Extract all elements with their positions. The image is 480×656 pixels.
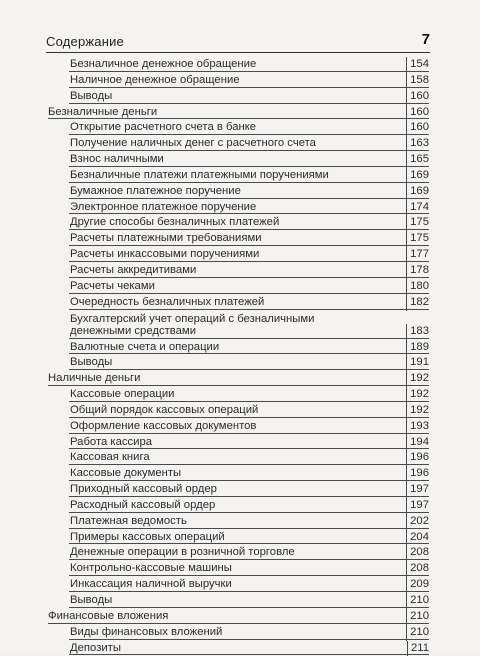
toc-entry-page: 182 <box>406 295 429 311</box>
leader-rule <box>69 369 429 370</box>
toc-entry-page: 192 <box>406 387 429 403</box>
toc-entry-title: Платежная ведомость <box>70 514 187 527</box>
toc-section-entry <box>48 371 429 387</box>
toc-entry-title: Открытие расчетного счета в банке <box>70 121 257 134</box>
toc-entry-page: 197 <box>406 498 429 514</box>
toc-entry <box>48 545 429 561</box>
table-of-contents <box>48 57 429 656</box>
toc-entry-page: 177 <box>406 247 429 263</box>
toc-entry-page: 175 <box>406 231 429 247</box>
toc-entry-page: 208 <box>406 545 429 561</box>
toc-entry-page: 165 <box>406 152 429 168</box>
toc-entry <box>48 530 429 546</box>
toc-entry <box>48 577 429 593</box>
toc-entry-page: 196 <box>406 466 429 482</box>
toc-entry-title: Кассовые операции <box>70 388 175 401</box>
toc-entry <box>48 184 429 200</box>
toc-entry-title: Виды финансовых вложений <box>70 625 223 638</box>
toc-entry <box>48 295 429 311</box>
toc-entry <box>48 136 429 152</box>
toc-entry-title: Денежные операции в розничной торговле <box>70 546 295 559</box>
toc-entry-title: Приходный кассовый ордер <box>70 483 217 496</box>
toc-entry-title: Взнос наличными <box>70 153 164 166</box>
toc-entry-title: Наличные деньги <box>48 372 141 385</box>
toc-entry-title: Очередность безналичных платежей <box>70 295 265 308</box>
toc-entry-title: Другие способы безналичных платежей <box>70 216 280 229</box>
leader-rule <box>69 654 429 655</box>
toc-entry-page: 160 <box>406 89 429 105</box>
toc-entry-title: Расчеты инкассовыми поручениями <box>70 248 260 261</box>
toc-entry-page: 210 <box>406 625 429 641</box>
toc-entry <box>48 450 429 466</box>
toc-entry-page: 183 <box>406 324 429 353</box>
toc-entry-page: 196 <box>406 450 429 466</box>
toc-entry-page: 192 <box>406 403 429 419</box>
toc-entry-page: 211 <box>407 641 429 656</box>
toc-entry <box>48 247 429 263</box>
toc-entry-page: 180 <box>406 279 429 295</box>
toc-entry <box>48 387 429 403</box>
toc-entry-title: Безналичное денежное обращение <box>70 58 257 70</box>
toc-entry-title: Бухгалтерский учет операций с безналичными денежными средствами <box>70 312 315 338</box>
toc-entry-title: Оформление кассовых документов <box>70 419 257 432</box>
toc-entry <box>48 482 429 498</box>
toc-section-entry <box>48 609 429 625</box>
toc-entry-title: Бумажное платежное поручение <box>70 184 241 197</box>
toc-entry <box>48 57 429 73</box>
toc-entry <box>48 152 429 168</box>
leader-rule <box>69 103 429 104</box>
toc-entry-title: Безналичные деньги <box>48 105 158 118</box>
toc-entry <box>48 625 429 641</box>
toc-entry-page: 189 <box>406 340 429 356</box>
toc-entry-page: 191 <box>406 355 429 371</box>
running-header <box>46 31 430 53</box>
toc-entry-title: Расходный кассовый ордер <box>70 498 216 511</box>
toc-entry-page: 208 <box>406 561 429 577</box>
toc-entry-page: 209 <box>406 577 429 593</box>
toc-entry <box>48 263 429 279</box>
toc-entry-page: 154 <box>406 57 429 73</box>
toc-entry-title: Расчеты платежными требованиями <box>70 232 262 245</box>
toc-entry-page: 193 <box>406 419 429 435</box>
toc-entry <box>48 435 429 451</box>
toc-entry-title: Общий порядок кассовых операций <box>70 403 259 416</box>
toc-entry-page: 169 <box>406 168 429 184</box>
toc-entry-title: Выводы <box>70 89 113 102</box>
toc-entry <box>48 279 429 295</box>
toc-entry-page: 175 <box>406 215 429 231</box>
toc-section-entry <box>48 105 429 121</box>
toc-entry <box>48 514 429 530</box>
toc-entry <box>48 89 429 105</box>
toc-entry-page: 178 <box>406 263 429 279</box>
toc-entry-page: 210 <box>406 609 429 625</box>
toc-entry-page: 210 <box>406 593 429 609</box>
toc-entry-page: 202 <box>406 514 429 530</box>
toc-entry-title: Безналичные платежи платежными поручениями <box>70 168 329 181</box>
toc-entry <box>48 168 429 184</box>
toc-entry-title: Кассовые документы <box>70 467 182 480</box>
toc-entry-title: Контрольно-кассовые машины <box>70 562 232 575</box>
toc-entry-title: Электронное платежное поручение <box>70 200 257 213</box>
toc-entry-title: Получение наличных денег с расчетного счета <box>70 137 316 150</box>
toc-entry <box>48 593 429 609</box>
header-rule <box>46 52 430 53</box>
toc-entry-title: Расчеты чеками <box>70 279 155 292</box>
toc-entry <box>48 73 429 89</box>
toc-entry-title: Выводы <box>70 594 113 606</box>
toc-entry-title: Работа кассира <box>70 435 153 448</box>
toc-entry <box>48 419 429 435</box>
toc-entry-page: 160 <box>406 105 429 121</box>
toc-entry <box>48 641 429 656</box>
toc-entry-page: 169 <box>406 184 429 200</box>
page-number: 7 <box>421 31 430 48</box>
toc-entry-title: Валютные счета и операции <box>70 340 220 353</box>
toc-entry-title: Инкассация наличной выручки <box>70 578 232 591</box>
toc-entry <box>48 231 429 247</box>
toc-entry-page: 194 <box>406 435 429 451</box>
toc-entry-title: Выводы <box>70 356 113 369</box>
toc-entry <box>48 120 429 136</box>
toc-entry <box>48 498 429 514</box>
toc-entry-page: 158 <box>406 73 429 89</box>
toc-entry-page: 192 <box>406 371 429 387</box>
toc-entry <box>48 215 429 231</box>
toc-entry-title: Наличное денежное обращение <box>70 73 240 86</box>
toc-entry-page: 160 <box>406 120 429 136</box>
toc-entry-title: Примеры кассовых операций <box>70 530 225 543</box>
toc-entry <box>48 561 429 577</box>
toc-entry <box>48 403 429 419</box>
toc-entry-title: Финансовые вложения <box>48 609 169 622</box>
toc-entry-title: Депозиты <box>70 641 121 654</box>
running-header-title: Содержание <box>46 34 124 49</box>
toc-entry-page: 197 <box>406 482 429 498</box>
toc-entry <box>48 466 429 482</box>
toc-entry <box>48 340 429 356</box>
toc-entry <box>48 355 429 371</box>
toc-entry-page: 204 <box>406 530 429 546</box>
toc-entry <box>48 200 429 216</box>
leader-rule <box>69 607 429 608</box>
toc-entry-page: 174 <box>406 200 429 216</box>
toc-entry-title: Кассовая книга <box>70 451 150 464</box>
toc-entry <box>48 311 429 340</box>
toc-entry-title: Расчеты аккредитивами <box>70 263 197 276</box>
toc-entry-page: 163 <box>406 136 429 152</box>
